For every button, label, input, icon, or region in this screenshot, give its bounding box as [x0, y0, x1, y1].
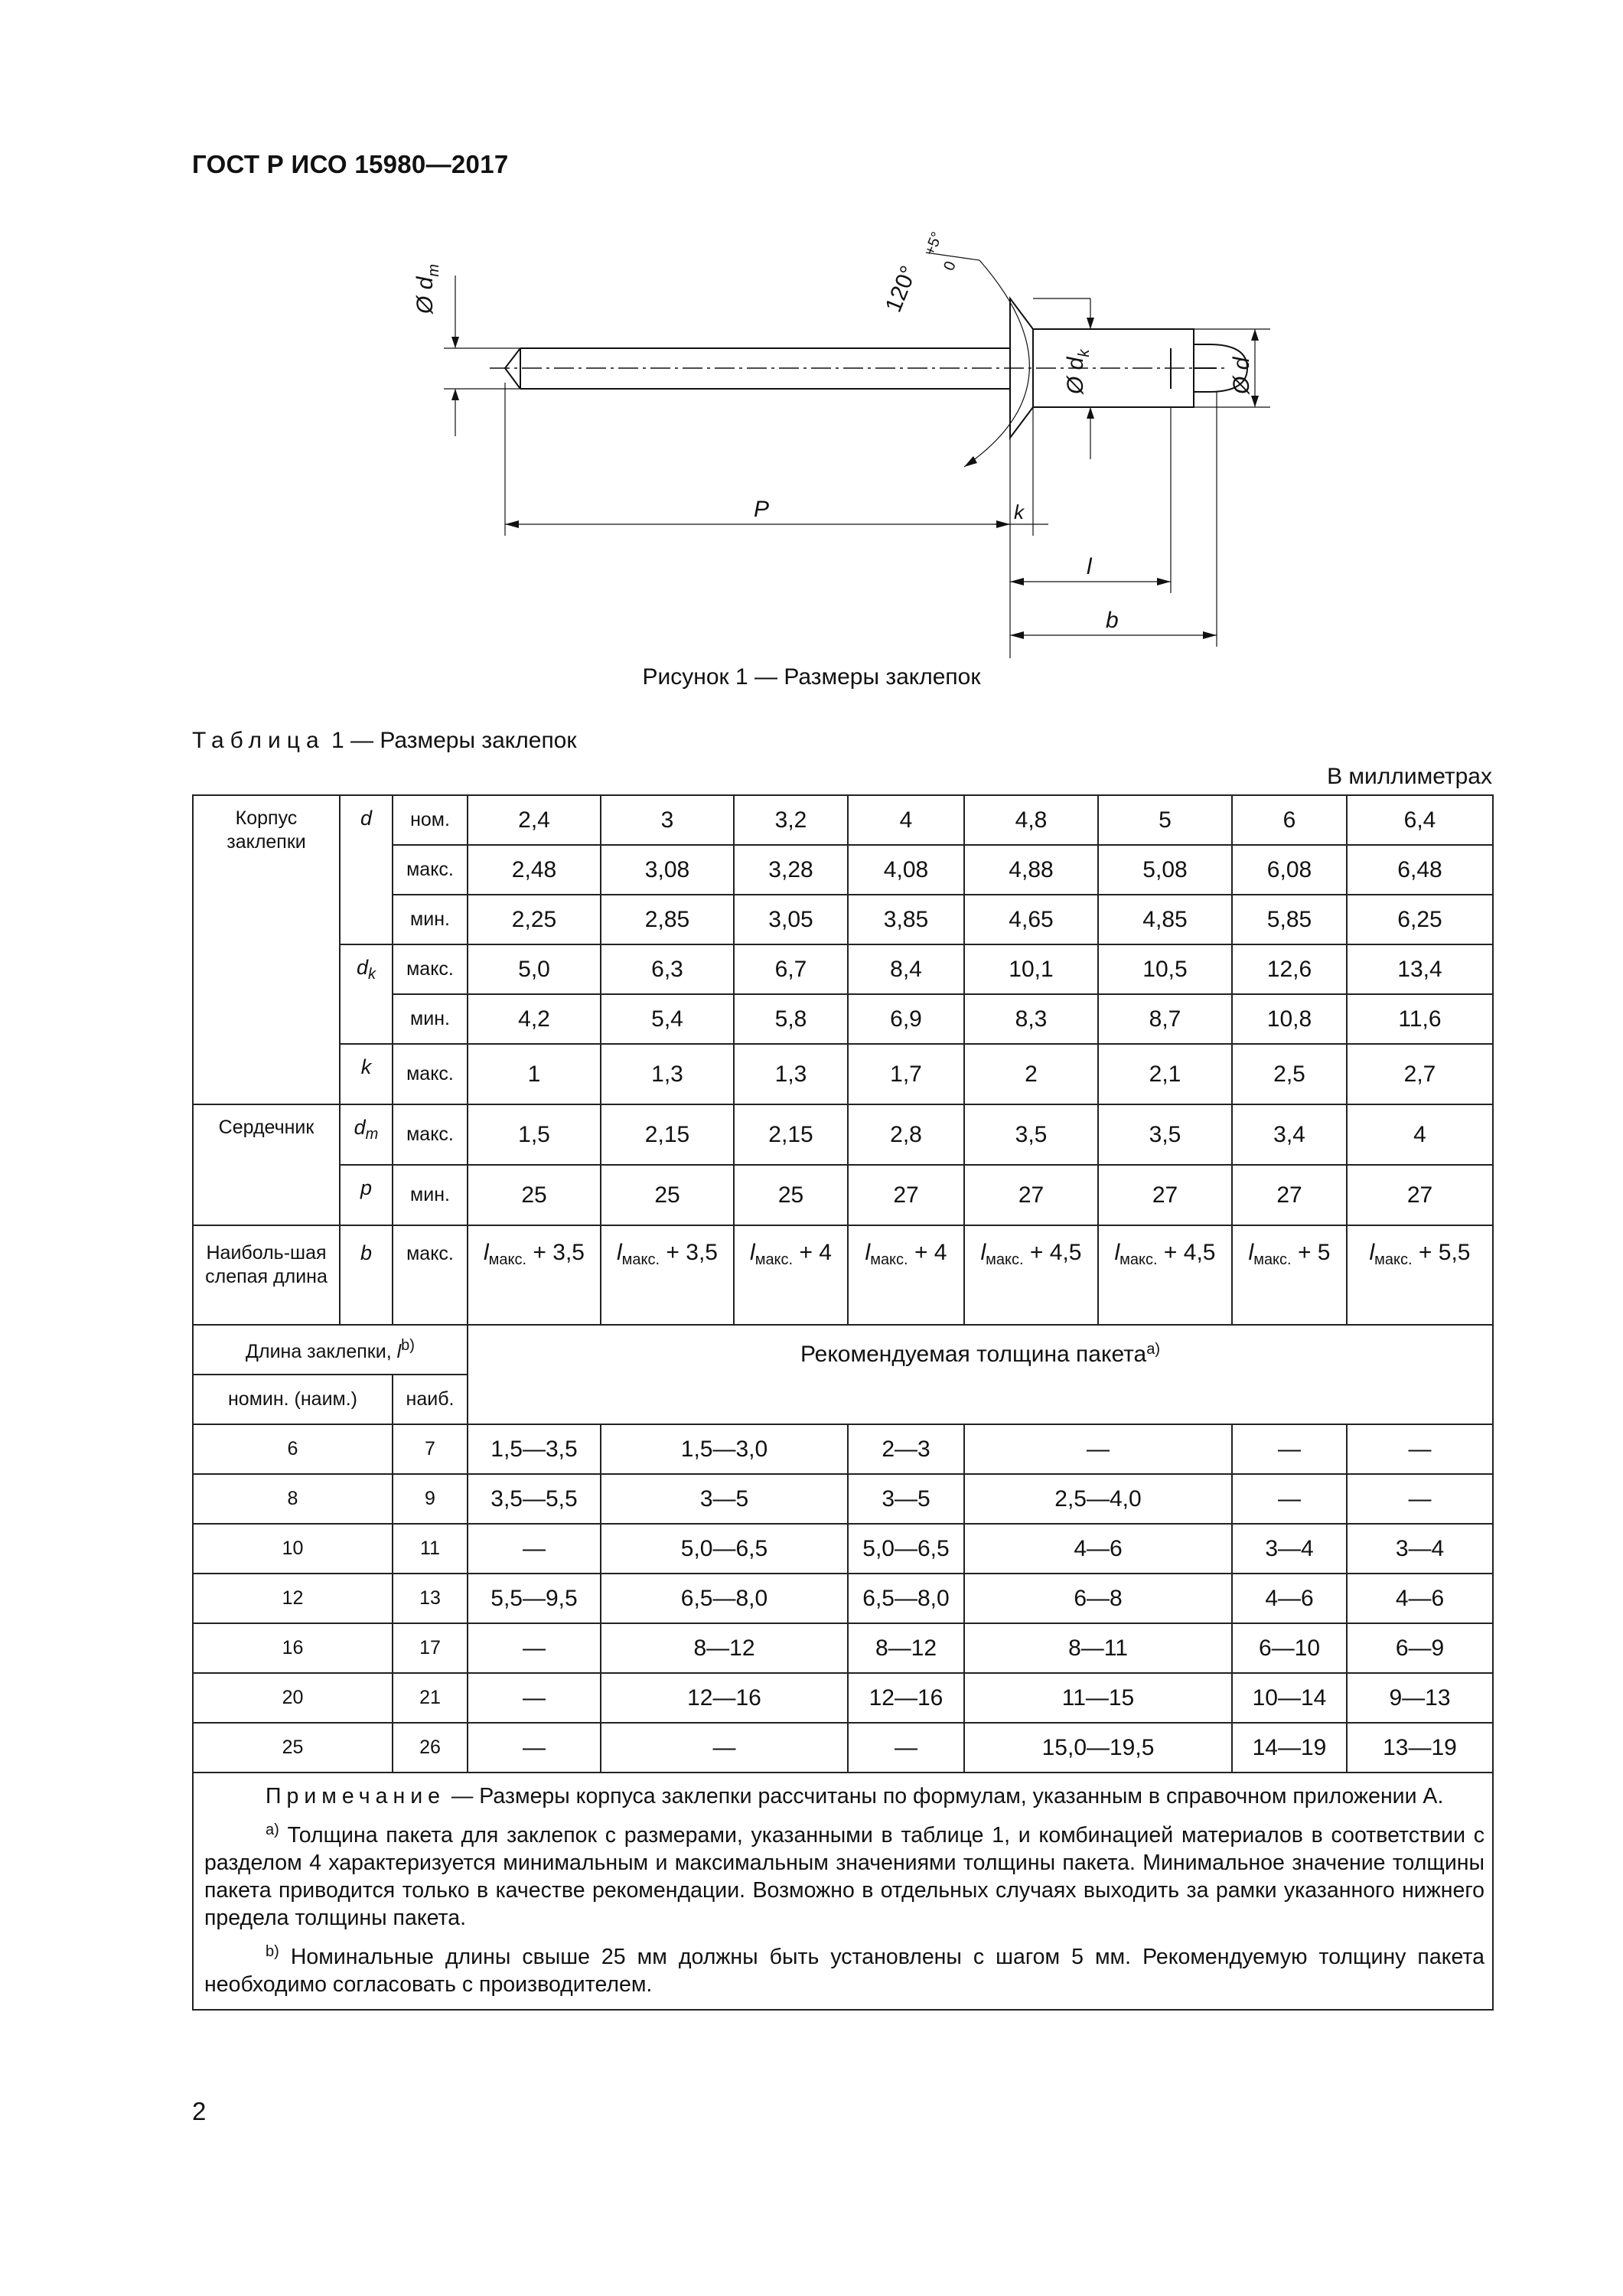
value-cell: 2,7 [1347, 1044, 1493, 1104]
label-k: k [1014, 501, 1024, 523]
value-cell: 6—8 [964, 1574, 1232, 1623]
value-cell: 4,8 [964, 795, 1098, 845]
value-cell: 2,85 [601, 895, 734, 944]
value-cell: 6,7 [734, 944, 848, 994]
table-row [193, 944, 1493, 994]
rivet-dimensions-table [192, 794, 1494, 2011]
table-row [193, 1474, 1493, 1524]
qualifier-cell: макс. [393, 944, 468, 994]
table-row [193, 1574, 1493, 1623]
value-cell: 10,1 [964, 944, 1098, 994]
value-cell: 2 [964, 1044, 1098, 1104]
value-cell: 3,4 [1232, 1104, 1347, 1165]
label-p: P [754, 497, 770, 522]
value-cell: 12—16 [848, 1673, 964, 1723]
value-cell: 11—15 [964, 1673, 1232, 1723]
value-cell: — [1232, 1424, 1347, 1474]
label-angle-tol-upper: +5° [921, 230, 947, 258]
table-row [193, 1225, 1493, 1325]
value-cell: 14—19 [1232, 1723, 1347, 1773]
value-cell: 6,5—8,0 [601, 1574, 848, 1623]
group-core-label: Сердечник [193, 1104, 340, 1225]
value-cell: 25 [601, 1165, 734, 1225]
table-row [193, 1165, 1493, 1225]
value-cell: $l_{макс.} + 4,5$ [964, 1225, 1098, 1325]
value-cell: 2,8 [848, 1104, 964, 1165]
value-cell: 8—11 [964, 1623, 1232, 1673]
value-cell: 3 [601, 795, 734, 845]
value-cell: 25 [468, 1165, 601, 1225]
value-cell: 4,65 [964, 895, 1098, 944]
table-notes-row [193, 1773, 1493, 2010]
value-cell: 2,15 [734, 1104, 848, 1165]
qualifier-cell: мин. [393, 895, 468, 944]
value-cell: 5,0 [468, 944, 601, 994]
value-cell: 6,3 [601, 944, 734, 994]
value-cell: 5,0—6,5 [848, 1524, 964, 1574]
footnote-a: $^{a)}$ Толщина пакета для заклепок с размерами, указанными в таблице 1, и комбинацией материалов в соответствии с разделом 4 характеризуется минимальным и максимальным значениями толщины пакета. Минимальное значение толщины пакета приводится только в качестве рекомендации. Возможно в отдельных случаях выходить за рамки указанного нижнего предела толщины пакета. [204, 1821, 1484, 1930]
symbol-p: p [340, 1165, 393, 1225]
group-body-label: Корпус заклепки [193, 795, 340, 1104]
group-blind-label: Наиболь-шая слепая длина [193, 1225, 340, 1325]
footnote-b: $^{b)}$ Номинальные длины свыше 25 мм должны быть установлены с шагом 5 мм. Рекомендуемую толщину пакета необходимо согласовать с производителем. [204, 1943, 1484, 1997]
value-cell: 6—10 [1232, 1623, 1347, 1673]
qualifier-cell: мин. [393, 994, 468, 1044]
qualifier-cell: макс. [393, 845, 468, 895]
table-row [193, 1524, 1493, 1574]
label-dm: Ø $d_m$ [412, 263, 442, 314]
table-row [193, 1623, 1493, 1673]
label-l: l [1087, 554, 1092, 579]
label-angle-tol-lower: 0 [940, 259, 960, 273]
table-row [193, 1104, 1493, 1165]
table-caption [192, 728, 577, 754]
angle-arc [964, 260, 1029, 467]
value-cell: 9—13 [1347, 1673, 1493, 1723]
value-cell: 4,88 [964, 845, 1098, 895]
value-cell: 15,0—19,5 [964, 1723, 1232, 1773]
value-cell: 6,5—8,0 [848, 1574, 964, 1623]
length-nom-cell: 20 [193, 1673, 393, 1723]
value-cell: 1 [468, 1044, 601, 1104]
value-cell: 4,08 [848, 845, 964, 895]
col-max-header: наиб. [393, 1375, 468, 1424]
value-cell: 27 [1098, 1165, 1232, 1225]
table-row [193, 1673, 1493, 1723]
value-cell: 3,5—5,5 [468, 1474, 601, 1524]
qualifier-cell: макс. [393, 1225, 468, 1325]
value-cell: $l_{макс.} + 3,5$ [468, 1225, 601, 1325]
value-cell: 2,4 [468, 795, 601, 845]
symbol-b: b [340, 1225, 393, 1325]
qualifier-cell: макс. [393, 1044, 468, 1104]
value-cell: 6—9 [1347, 1623, 1493, 1673]
rivet-dimension-drawing [398, 230, 1270, 658]
value-cell: 6,48 [1347, 845, 1493, 895]
table-row [193, 1424, 1493, 1474]
value-cell: $l_{макс.} + 4$ [734, 1225, 848, 1325]
qualifier-cell: ном. [393, 795, 468, 845]
value-cell: 3,05 [734, 895, 848, 944]
value-cell: 5,8 [734, 994, 848, 1044]
length-nom-cell: 16 [193, 1623, 393, 1673]
length-nom-cell: 12 [193, 1574, 393, 1623]
value-cell: 4—6 [1347, 1574, 1493, 1623]
value-cell: 3,5 [964, 1104, 1098, 1165]
symbol-d: d [340, 795, 393, 944]
label-dk: Ø $d_k$ [1063, 349, 1093, 394]
value-cell: $l_{макс.} + 5,5$ [1347, 1225, 1493, 1325]
value-cell: $l_{макс.} + 4$ [848, 1225, 964, 1325]
value-cell: 4,2 [468, 994, 601, 1044]
value-cell: 27 [1232, 1165, 1347, 1225]
length-max-cell: 17 [393, 1623, 468, 1673]
length-max-cell: 21 [393, 1673, 468, 1723]
col-nominal-header: номин. (наим.) [193, 1375, 393, 1424]
value-cell: 8—12 [848, 1623, 964, 1673]
value-cell: 6,4 [1347, 795, 1493, 845]
value-cell: 1,5 [468, 1104, 601, 1165]
value-cell: 8,3 [964, 994, 1098, 1044]
value-cell: 2—3 [848, 1424, 964, 1474]
value-cell: 3,28 [734, 845, 848, 895]
table-row [193, 1325, 1493, 1375]
document-header: ГОСТ Р ИСО 15980—2017 [192, 150, 509, 178]
value-cell: — [1232, 1474, 1347, 1524]
value-cell: 2,1 [1098, 1044, 1232, 1104]
value-cell: 4 [848, 795, 964, 845]
value-cell: — [468, 1673, 601, 1723]
label-b: b [1106, 608, 1119, 633]
value-cell: 8,7 [1098, 994, 1232, 1044]
value-cell: 3—5 [848, 1474, 964, 1524]
value-cell: 6,08 [1232, 845, 1347, 895]
page-number: 2 [192, 2097, 207, 2125]
value-cell: — [468, 1524, 601, 1574]
table-row [193, 795, 1493, 845]
value-cell: 3,5 [1098, 1104, 1232, 1165]
value-cell: 1,3 [734, 1044, 848, 1104]
value-cell: 12,6 [1232, 944, 1347, 994]
qualifier-cell: макс. [393, 1104, 468, 1165]
length-max-cell: 26 [393, 1723, 468, 1773]
note-paragraph: Примечание — Размеры корпуса заклепки рассчитаны по формулам, указанным в справочном приложении А. [266, 1784, 1444, 1808]
value-cell: 6,9 [848, 994, 964, 1044]
value-cell: 10,5 [1098, 944, 1232, 994]
value-cell: 5 [1098, 795, 1232, 845]
value-cell: 3—5 [601, 1474, 848, 1524]
value-cell: 5,5—9,5 [468, 1574, 601, 1623]
value-cell: 2,48 [468, 845, 601, 895]
value-cell: 5,0—6,5 [601, 1524, 848, 1574]
value-cell: 25 [734, 1165, 848, 1225]
value-cell: 27 [848, 1165, 964, 1225]
symbol-dm: $d_m$ [340, 1104, 393, 1165]
label-angle: 120° [880, 262, 922, 316]
value-cell: 4 [1347, 1104, 1493, 1165]
length-max-cell: 11 [393, 1524, 468, 1574]
label-d: Ø d [1229, 357, 1254, 394]
length-nom-cell: 10 [193, 1524, 393, 1574]
value-cell: 4—6 [1232, 1574, 1347, 1623]
length-nom-cell: 8 [193, 1474, 393, 1524]
value-cell: — [964, 1424, 1232, 1474]
value-cell: 13,4 [1347, 944, 1493, 994]
units-label: В миллиметрах [1327, 764, 1492, 789]
value-cell: 27 [964, 1165, 1098, 1225]
value-cell: 12—16 [601, 1673, 848, 1723]
value-cell: 1,3 [601, 1044, 734, 1104]
value-cell: 2,5—4,0 [964, 1474, 1232, 1524]
length-max-cell: 7 [393, 1424, 468, 1474]
value-cell: 5,85 [1232, 895, 1347, 944]
symbol-k: k [340, 1044, 393, 1104]
value-cell: 10—14 [1232, 1673, 1347, 1723]
length-nom-cell: 6 [193, 1424, 393, 1474]
length-max-cell: 9 [393, 1474, 468, 1524]
table-row [193, 1044, 1493, 1104]
value-cell: 3,08 [601, 845, 734, 895]
value-cell: $l_{макс.} + 4,5$ [1098, 1225, 1232, 1325]
value-cell: 5,4 [601, 994, 734, 1044]
table-row [193, 1723, 1493, 1773]
value-cell: 8—12 [601, 1623, 848, 1673]
value-cell: 13—19 [1347, 1723, 1493, 1773]
symbol-dk: $d_k$ [340, 944, 393, 1044]
value-cell: 6 [1232, 795, 1347, 845]
value-cell: 2,5 [1232, 1044, 1347, 1104]
value-cell: 2,15 [601, 1104, 734, 1165]
value-cell: 8,4 [848, 944, 964, 994]
recommended-thickness-header: Рекомендуемая толщина пакета$^{a)}$ [468, 1325, 1493, 1424]
value-cell: 6,25 [1347, 895, 1493, 944]
value-cell: — [1347, 1424, 1493, 1474]
value-cell: 4,85 [1098, 895, 1232, 944]
value-cell: 1,5—3,0 [601, 1424, 848, 1474]
table-caption-text: 1 — Размеры заклепок [331, 728, 577, 753]
value-cell: 5,08 [1098, 845, 1232, 895]
value-cell: 3,85 [848, 895, 964, 944]
value-cell: — [601, 1723, 848, 1773]
value-cell: 10,8 [1232, 994, 1347, 1044]
value-cell: $l_{макс.} + 5$ [1232, 1225, 1347, 1325]
value-cell: 3—4 [1347, 1524, 1493, 1574]
qualifier-cell: мин. [393, 1165, 468, 1225]
value-cell: — [468, 1623, 601, 1673]
table-notes [193, 1773, 1493, 2010]
value-cell: 1,5—3,5 [468, 1424, 601, 1474]
value-cell: $l_{макс.} + 3,5$ [601, 1225, 734, 1325]
value-cell: 3—4 [1232, 1524, 1347, 1574]
length-max-cell: 13 [393, 1574, 468, 1623]
table-caption-word: Таблица [192, 728, 325, 753]
value-cell: 3,2 [734, 795, 848, 845]
value-cell: — [468, 1723, 601, 1773]
length-nom-cell: 25 [193, 1723, 393, 1773]
value-cell: — [1347, 1474, 1493, 1524]
value-cell: 2,25 [468, 895, 601, 944]
value-cell: 27 [1347, 1165, 1493, 1225]
value-cell: — [848, 1723, 964, 1773]
value-cell: 11,6 [1347, 994, 1493, 1044]
length-header: Длина заклепки, $l^{b)}$ [193, 1325, 468, 1375]
value-cell: 1,7 [848, 1044, 964, 1104]
value-cell: 4—6 [964, 1524, 1232, 1574]
figure-caption: Рисунок 1 — Размеры заклепок [642, 664, 981, 690]
